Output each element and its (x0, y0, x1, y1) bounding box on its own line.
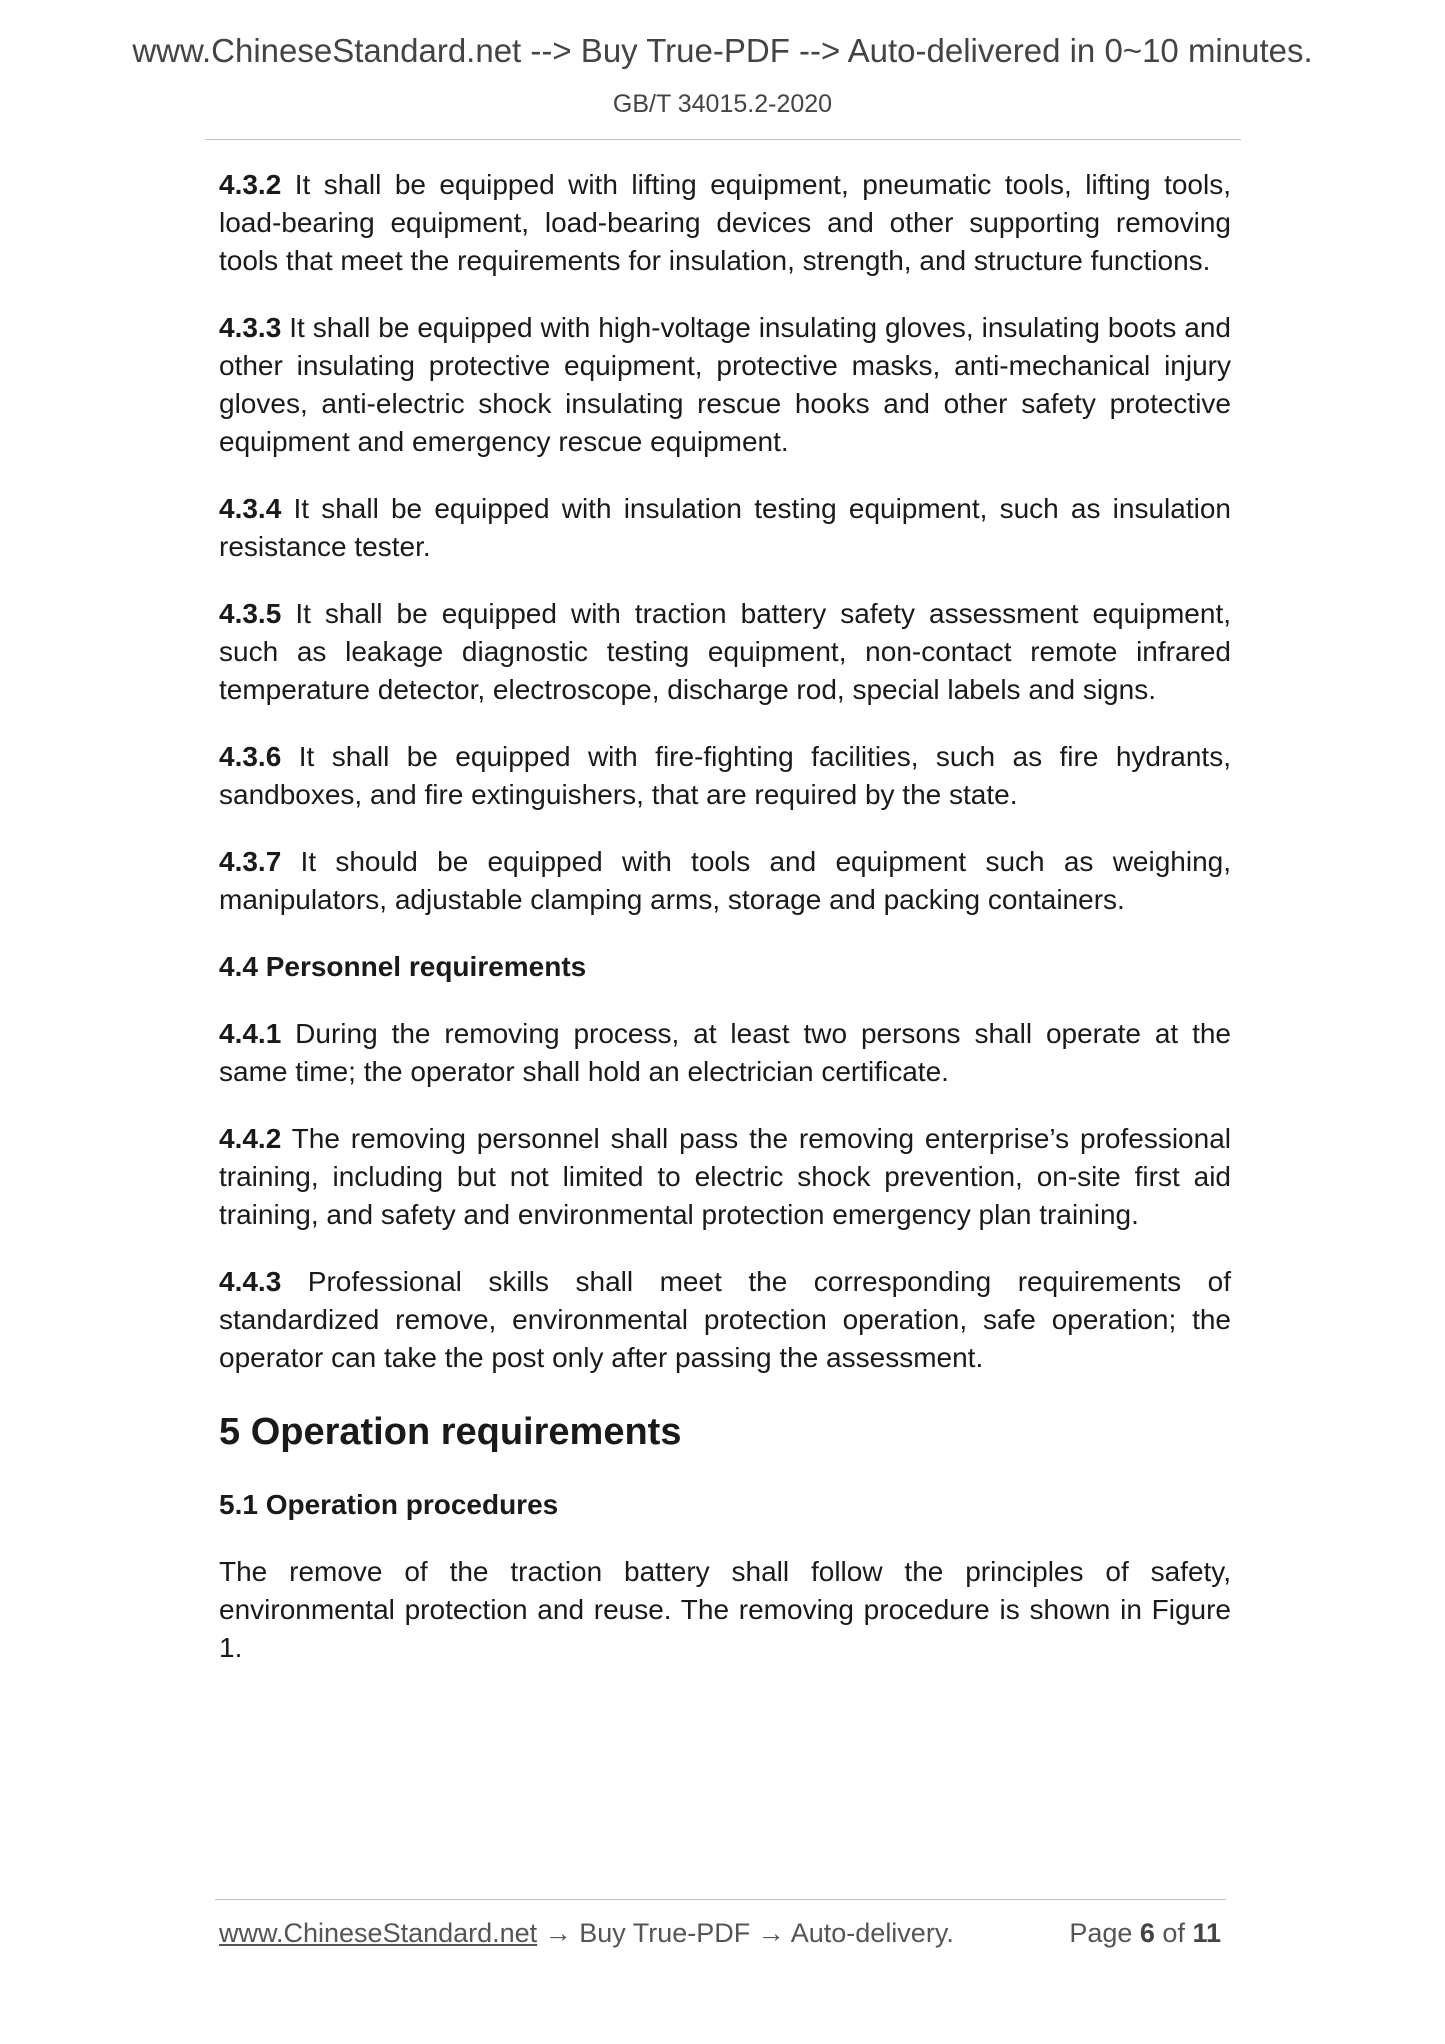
page-label: Page (1069, 1918, 1140, 1948)
clause-number: 4.4.2 (219, 1123, 282, 1154)
clause-number: 4.4.1 (219, 1018, 282, 1049)
clause-4-4-3 (219, 1263, 1231, 1377)
clause-number: 4.3.4 (219, 493, 282, 524)
clause-text: It shall be equipped with traction battery safety assessment equipment, such as leakage diagnostic testing equipment, non-contact remote infrared temperature detector, electroscope, discharge rod, special labels and signs. (219, 598, 1231, 705)
clause-number: 4.3.7 (219, 846, 282, 877)
page-number (1069, 1918, 1221, 1949)
clause-text: The removing personnel shall pass the removing enterprise’s professional training, including but not limited to electric shock prevention, on-site first aid training, and safety and environmental protection emergency plan training. (219, 1123, 1231, 1230)
clause-4-3-4 (219, 490, 1231, 566)
clause-number: 4.3.5 (219, 598, 282, 629)
clause-4-3-6 (219, 738, 1231, 814)
clause-text: Professional skills shall meet the corresponding requirements of standardized remove, environmental protection operation, safe operation; the operator can take the post only after passing the assessment. (219, 1266, 1231, 1373)
clause-text: It shall be equipped with lifting equipment, pneumatic tools, lifting tools, load-bearing equipment, load-bearing devices and other supporting removing tools that meet the requirements for insulation, strength, and structure functions. (219, 169, 1231, 276)
clause-text: It shall be equipped with high-voltage insulating gloves, insulating boots and other insulating protective equipment, protective masks, anti-mechanical injury gloves, anti-electric shock insulating rescue hooks and other safety protective equipment and emergency rescue equipment. (219, 312, 1231, 457)
clause-number: 4.3.2 (219, 169, 282, 200)
header-divider (205, 139, 1241, 140)
clause-4-3-7 (219, 843, 1231, 919)
page-total: 11 (1192, 1918, 1221, 1948)
clause-text: It should be equipped with tools and equipment such as weighing, manipulators, adjustable clamping arms, storage and packing containers. (219, 846, 1231, 915)
clause-4-3-2 (219, 166, 1231, 280)
footer-website-link[interactable]: www.ChineseStandard.net (219, 1918, 538, 1948)
footer-divider (215, 1899, 1226, 1900)
page-of: of (1154, 1918, 1193, 1948)
section-heading-4-4: 4.4 Personnel requirements (219, 951, 587, 982)
header-banner: www.ChineseStandard.net --> Buy True-PDF --> Auto-delivered in 0~10 minutes. (132, 32, 1313, 69)
clause-text: It shall be equipped with fire-fighting facilities, such as fire hydrants, sandboxes, and fire extinguishers, that are required by the state. (219, 741, 1231, 810)
standard-code: GB/T 34015.2-2020 (612, 90, 833, 118)
clause-text: During the removing process, at least two persons shall operate at the same time; the operator shall hold an electrician certificate. (219, 1018, 1231, 1087)
section-heading-5-1: 5.1 Operation procedures (219, 1489, 559, 1520)
clause-number: 4.4.3 (219, 1266, 282, 1297)
clause-4-4-2 (219, 1120, 1231, 1234)
clause-text: It shall be equipped with insulation testing equipment, such as insulation resistance tester. (219, 493, 1231, 562)
chapter-heading-5: 5 Operation requirements (219, 1411, 682, 1453)
clause-4-3-5 (219, 595, 1231, 709)
page-content (219, 166, 1231, 1696)
page-current: 6 (1139, 1918, 1155, 1948)
footer-promo-text: → Buy True-PDF → Auto-delivery. (537, 1918, 954, 1948)
clause-number: 4.3.3 (219, 312, 282, 343)
paragraph-5-1: The remove of the traction battery shall follow the principles of safety, environmental protection and reuse. The removing procedure is shown in Figure 1. (219, 1556, 1231, 1663)
clause-number: 4.3.6 (219, 741, 282, 772)
footer-promo (219, 1918, 954, 1949)
clause-4-4-1 (219, 1015, 1231, 1091)
clause-4-3-3 (219, 309, 1231, 461)
